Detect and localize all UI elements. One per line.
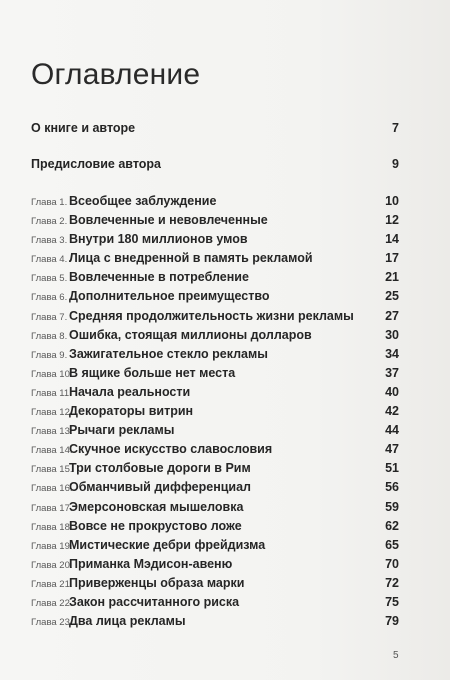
chapter-number: Глава 17. <box>31 502 73 514</box>
chapter-page-number: 70 <box>385 556 399 571</box>
chapter-page-number: 10 <box>385 194 399 208</box>
chapter-number: Глава 15. <box>31 464 73 476</box>
chapter-page-number: 34 <box>385 346 399 361</box>
chapter-title: Дополнительное преимущество <box>69 289 270 304</box>
toc-entry-chapter-2[interactable] <box>31 211 399 230</box>
chapter-title: Мистические дебри фрейдизма <box>69 537 266 552</box>
chapter-number: Глава 8. <box>31 330 68 342</box>
chapter-number: Глава 10. <box>31 368 73 380</box>
chapter-number: Глава 13. <box>31 426 73 438</box>
chapter-number: Глава 3. <box>31 235 68 247</box>
chapter-page-number: 21 <box>385 270 399 285</box>
chapter-page-number: 42 <box>385 404 399 419</box>
chapter-page-number: 25 <box>385 289 399 304</box>
chapter-number: Глава 14. <box>31 445 73 457</box>
toc-entry-chapter-22[interactable] <box>31 593 399 612</box>
toc-entry-about-book[interactable] <box>31 121 399 135</box>
toc-entry-chapter-20[interactable] <box>31 555 399 574</box>
toc-entry-chapter-21[interactable] <box>31 574 399 593</box>
chapter-page-number: 79 <box>385 614 399 629</box>
chapter-title: Два лица рекламы <box>69 614 186 629</box>
toc-entry-chapter-11[interactable] <box>31 383 399 402</box>
chapter-title: Лица с внедренной в память рекламой <box>69 251 313 266</box>
chapter-page-number: 37 <box>385 365 399 380</box>
entry-page-number: 7 <box>392 121 399 135</box>
chapter-title: Внутри 180 миллионов умов <box>69 232 248 247</box>
chapter-number: Глава 23. <box>31 617 73 629</box>
chapter-number: Глава 1. <box>31 197 68 208</box>
chapter-title: Три столбовые дороги в Рим <box>69 461 251 476</box>
chapter-page-number: 47 <box>385 442 399 457</box>
chapter-title: Приманка Мэдисон-авеню <box>69 556 233 571</box>
chapter-page-number: 59 <box>385 499 399 514</box>
chapter-number: Глава 11. <box>31 387 72 399</box>
chapter-number: Глава 4. <box>31 254 68 266</box>
toc-entry-chapter-12[interactable] <box>31 402 399 421</box>
chapter-title: Вовсе не прокрустово ложе <box>69 518 242 533</box>
toc-entry-chapter-6[interactable] <box>31 287 399 306</box>
chapter-number: Глава 20. <box>31 559 73 571</box>
page-title: Оглавление <box>31 58 201 91</box>
chapter-title: Ошибка, стоящая миллионы долларов <box>69 327 312 342</box>
chapter-page-number: 51 <box>385 461 399 476</box>
toc-entry-chapter-4[interactable] <box>31 249 399 268</box>
chapter-page-number: 44 <box>385 423 399 438</box>
chapter-title: Закон рассчитанного риска <box>69 594 240 609</box>
toc-entry-chapter-5[interactable] <box>31 268 399 287</box>
chapter-page-number: 72 <box>385 575 399 590</box>
chapter-page-number: 17 <box>385 251 399 266</box>
chapter-title: Вовлеченные и невовлеченные <box>69 213 268 228</box>
chapter-number: Глава 19. <box>31 540 73 552</box>
chapter-page-number: 56 <box>385 480 399 495</box>
chapter-title: Всеобщее заблуждение <box>69 194 217 208</box>
chapter-number: Глава 12. <box>31 407 73 419</box>
chapter-page-number: 30 <box>385 327 399 342</box>
chapter-title: Обманчивый дифференциал <box>69 480 252 495</box>
chapter-number: Глава 22. <box>31 597 73 609</box>
entry-page-number: 9 <box>392 157 399 171</box>
page-number-footer: 5 <box>393 650 399 661</box>
entry-title: Предисловие автора <box>31 157 161 171</box>
chapter-title: Скучное искусство славословия <box>69 442 273 457</box>
chapter-title: В ящике больше нет места <box>69 365 236 380</box>
chapter-page-number: 40 <box>385 384 399 399</box>
chapter-title: Эмерсоновская мышеловка <box>69 499 244 514</box>
toc-entry-chapter-14[interactable] <box>31 440 399 459</box>
chapter-number: Глава 6. <box>31 292 68 304</box>
chapter-number: Глава 7. <box>31 311 68 323</box>
chapter-number: Глава 5. <box>31 273 68 285</box>
chapter-number: Глава 18. <box>31 521 73 533</box>
toc-entry-chapter-1[interactable] <box>31 192 399 211</box>
chapter-title: Средняя продолжительность жизни рекламы <box>69 308 354 323</box>
toc-entry-chapter-8[interactable] <box>31 326 399 345</box>
chapter-title: Начала реальности <box>69 384 191 399</box>
toc-entry-chapter-15[interactable] <box>31 459 399 478</box>
chapter-title: Рычаги рекламы <box>69 423 175 438</box>
chapter-page-number: 65 <box>385 537 399 552</box>
chapter-title: Приверженцы образа марки <box>69 575 245 590</box>
chapter-number: Глава 16. <box>31 483 73 495</box>
entry-title: О книге и авторе <box>31 121 136 135</box>
chapter-number: Глава 21. <box>31 578 73 590</box>
toc-entry-chapter-7[interactable] <box>31 307 399 326</box>
toc-entry-chapter-18[interactable] <box>31 517 399 536</box>
chapter-page-number: 27 <box>385 308 399 323</box>
chapter-page-number: 62 <box>385 518 399 533</box>
toc-entry-chapter-16[interactable] <box>31 478 399 497</box>
toc-entry-chapter-10[interactable] <box>31 364 399 383</box>
chapter-title: Декораторы витрин <box>69 404 194 419</box>
chapter-title: Зажигательное стекло рекламы <box>69 346 268 361</box>
chapter-list <box>31 192 399 631</box>
toc-entry-chapter-3[interactable] <box>31 230 399 249</box>
chapter-number: Глава 2. <box>31 216 68 228</box>
chapter-page-number: 75 <box>385 594 399 609</box>
toc-entry-chapter-19[interactable] <box>31 536 399 555</box>
chapter-number: Глава 9. <box>31 349 68 361</box>
chapter-title: Вовлеченные в потребление <box>69 270 249 285</box>
chapter-page-number: 14 <box>385 232 399 247</box>
toc-entry-chapter-9[interactable] <box>31 345 399 364</box>
toc-entry-preface[interactable] <box>31 157 399 171</box>
toc-entry-chapter-13[interactable] <box>31 421 399 440</box>
toc-entry-chapter-17[interactable] <box>31 498 399 517</box>
toc-entry-chapter-23[interactable] <box>31 612 399 631</box>
chapter-page-number: 12 <box>385 213 399 228</box>
